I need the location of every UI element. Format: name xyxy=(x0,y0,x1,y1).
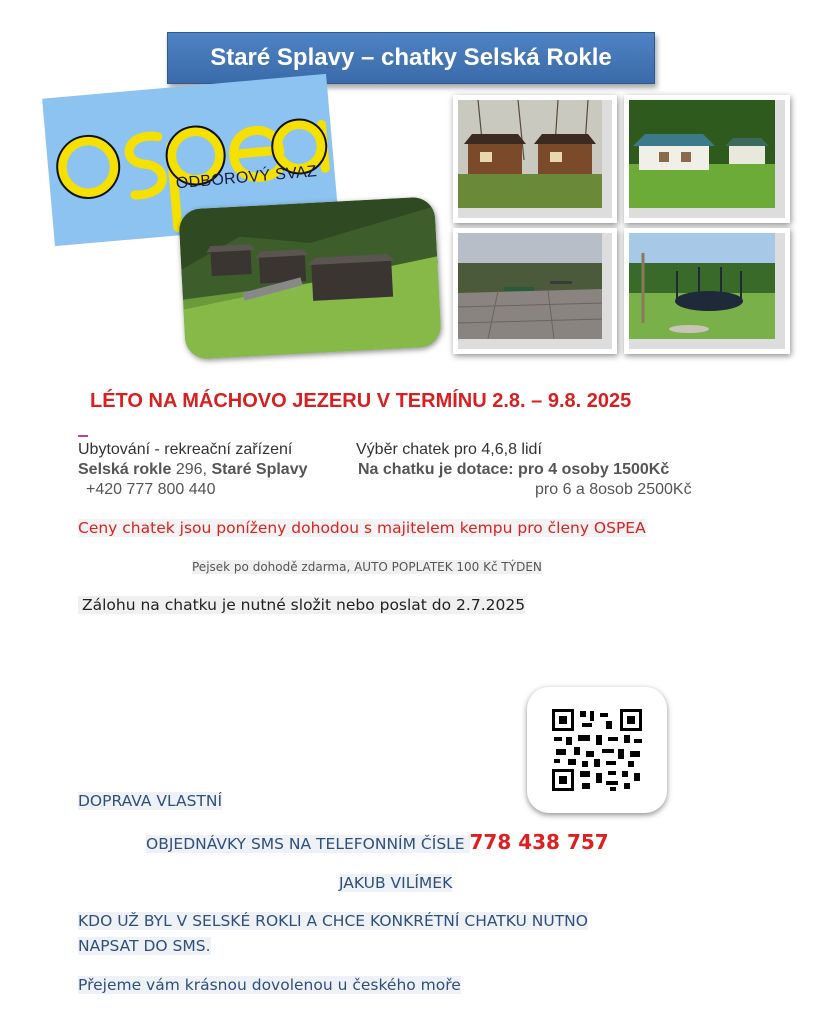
divider-mark xyxy=(78,435,88,437)
headline: LÉTO NA MÁCHOVO JEZERU V TERMÍNU 2.8. – 9.8. 2025 xyxy=(90,390,632,412)
address-number: 296, xyxy=(171,461,212,478)
subsidy-4: Na chatku je dotace: pro 4 osoby 1500Kč xyxy=(358,461,670,478)
accommodation-type: Ubytování - rekreační zařízení xyxy=(78,441,293,458)
qr-code-card xyxy=(527,687,667,813)
orders-line xyxy=(146,830,609,854)
orders-phone: 778 438 757 xyxy=(469,830,609,854)
qr-code xyxy=(550,707,644,793)
logo-subtitle: ODBOROVÝ SVAZ xyxy=(175,163,318,193)
photo-green-cabins xyxy=(624,95,790,223)
cabin-selection: Výběr chatek pro 4,6,8 lidí xyxy=(356,441,542,458)
address-place: Selská rokle xyxy=(78,461,172,478)
contact-phone: +420 777 800 440 xyxy=(86,481,216,498)
title-banner: Staré Splavy – chatky Selská Rokle xyxy=(167,32,655,84)
transport-note: DOPRAVA VLASTNÍ xyxy=(78,792,223,810)
subsidy-6-8: pro 6 a 8osob 2500Kč xyxy=(535,481,692,498)
closing-note: Přejeme vám krásnou dovolenou u českého moře xyxy=(78,976,461,994)
repeat-note-line2: NAPSAT DO SMS. xyxy=(78,937,211,955)
address xyxy=(78,461,308,479)
address-town: Staré Splavy xyxy=(211,461,308,478)
repeat-note-line1: KDO UŽ BYL V SELSKÉ ROKLI A CHCE KONKRÉTNÍ CHATKU NUTNO xyxy=(78,912,588,930)
dog-note: Pejsek po dohodě zdarma, AUTO POPLATEK 100 Kč TÝDEN xyxy=(192,560,542,574)
photo-terrace xyxy=(453,228,617,354)
deposit-note: Zálohu na chatku je nutné složit nebo poslat do 2.7.2025 xyxy=(78,596,525,614)
photo-main xyxy=(178,196,441,359)
photo-cabins xyxy=(453,95,617,223)
prices-note: Ceny chatek jsou poníženy dohodou s majitelem kempu pro členy OSPEA xyxy=(78,519,646,537)
photo-trampoline xyxy=(624,228,790,354)
orders-label: OBJEDNÁVKY SMS NA TELEFONNÍM ČÍSLE xyxy=(146,835,470,853)
contact-name: JAKUB VILÍMEK xyxy=(339,874,453,892)
